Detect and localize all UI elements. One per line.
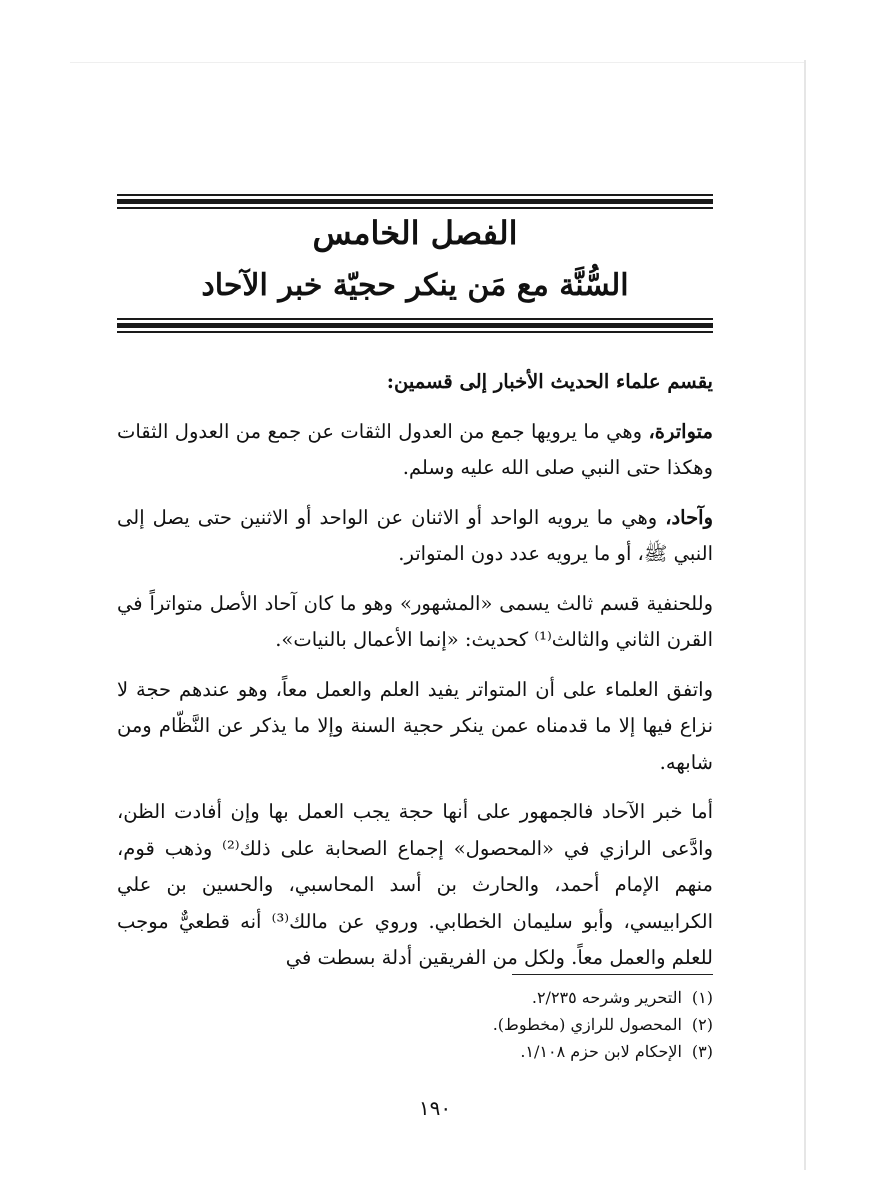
page-right-edge: [804, 60, 806, 1170]
header-rule-bottom: [117, 318, 713, 333]
body-text: [117, 364, 713, 990]
footnote-number: (٢): [691, 1015, 713, 1034]
paragraph-text: يقسم علماء الحديث الأخبار إلى قسمين:: [386, 370, 713, 393]
paragraph-text: أما خبر الآحاد فالجمهور على أنها حجة يجب العمل بها وإن أفادت الظن، وادَّعى الرازي في «المحصول» إجماع الصحابة على ذلك⁽²⁾ وذهب قوم، منهم الإمام أحمد، والحارث بن أسد المحاسبي، والحسين بن علي الكرابيسي، وأبو سليمان الخطابي. وروي عن مالك⁽³⁾ أنه قطعيٌّ موجب للعلم والعمل معاً. ولكل من الفريقين أدلة بسطت في: [117, 800, 714, 969]
footnote-number: (١): [691, 988, 713, 1007]
paragraph-text: وهي ما يرويها جمع من العدول الثقات عن جمع من العدول الثقات وهكذا حتى النبي صلى الله عليه وسلم.: [117, 419, 713, 479]
paragraph-lead: وآحاد،: [665, 505, 713, 529]
page-top-edge: [70, 62, 804, 63]
footnote-text: المحصول للرازي (مخطوط).: [492, 1015, 682, 1034]
paragraph: [117, 364, 713, 401]
footnote-number: (٣): [691, 1042, 713, 1061]
paragraph: [117, 672, 713, 782]
paragraph-text: واتفق العلماء على أن المتواتر يفيد العلم والعمل معاً، وهو عندهم حجة لا نزاع فيها إلا ما قدمناه عمن ينكر حجية السنة وإلا ما يذكر عن النَّظّام ومن شابهه.: [117, 677, 713, 774]
footnotes: [300, 984, 713, 1065]
paragraph-lead: متواترة،: [648, 419, 713, 443]
paragraph: [117, 794, 713, 977]
paragraph-text: وهي ما يرويه الواحد أو الاثنان عن الواحد أو الاثنين حتى يصل إلى النبي ﷺ، أو ما يرويه عدد دون المتواتر.: [117, 505, 713, 565]
paragraph: [117, 586, 713, 659]
chapter-title: الفصل الخامس: [312, 214, 518, 252]
page-number: ١٩٠: [418, 1096, 452, 1120]
paragraph: [117, 414, 713, 487]
header-rule-top: [117, 194, 713, 209]
footnote: [300, 1038, 713, 1065]
paragraph: [117, 500, 713, 573]
paragraph-text: وللحنفية قسم ثالث يسمى «المشهور» وهو ما كان آحاد الأصل متواتراً في القرن الثاني والثالث⁽¹⁾ كحديث: «إنما الأعمال بالنيات».: [117, 591, 713, 651]
footnote-text: التحرير وشرحه ٢/٢٣٥.: [531, 988, 682, 1007]
chapter-subtitle: السُّنَّة مع مَن ينكر حجيّة خبر الآحاد: [201, 268, 629, 303]
footnote: [300, 984, 713, 1011]
footnote: [300, 1011, 713, 1038]
footnote-text: الإحكام لابن حزم ١/١٠٨.: [520, 1042, 682, 1061]
footnote-separator: [512, 974, 713, 975]
